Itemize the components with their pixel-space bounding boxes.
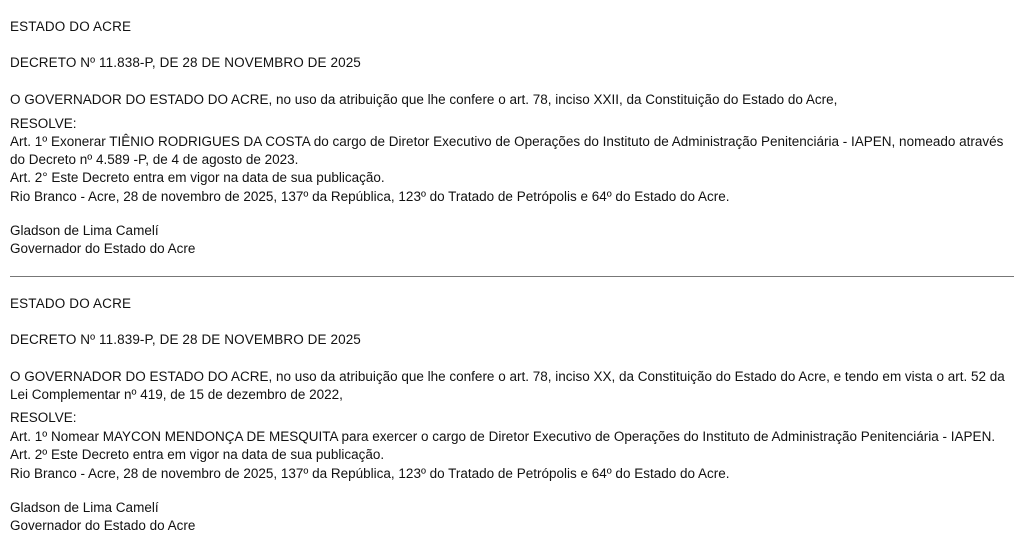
decree-preamble: O GOVERNADOR DO ESTADO DO ACRE, no uso da atribuição que lhe confere o art. 78, inciso XX, da Constituição do Estado do Acre, e tendo em vista o art. 52 da Lei Complementar nº 419, de 15 de dezembro de 2022, (10, 368, 1014, 403)
signer-name: Gladson de Lima Camelí (10, 222, 1014, 240)
decree-title: DECRETO Nº 11.839-P, DE 28 DE NOVEMBRO DE 2025 (10, 331, 1014, 348)
decree-resolve-label: RESOLVE: (10, 115, 1014, 133)
signer-name: Gladson de Lima Camelí (10, 499, 1014, 517)
decree-article-2: Art. 2° Este Decreto entra em vigor na data de sua publicação. (10, 169, 1014, 187)
decree-place-date: Rio Branco - Acre, 28 de novembro de 2025, 137º da República, 123º do Tratado de Petrópolis e 64º do Estado do Acre. (10, 188, 1014, 206)
issuing-authority: ESTADO DO ACRE (10, 18, 1014, 35)
decree-article-2: Art. 2º Este Decreto entra em vigor na data de sua publicação. (10, 446, 1014, 464)
decree-title: DECRETO Nº 11.838-P, DE 28 DE NOVEMBRO DE 2025 (10, 54, 1014, 71)
decree-preamble: O GOVERNADOR DO ESTADO DO ACRE, no uso da atribuição que lhe confere o art. 78, inciso XXII, da Constituição do Estado do Acre, (10, 91, 1014, 109)
decree-block-1 (10, 18, 1014, 257)
decree-resolve-label: RESOLVE: (10, 409, 1014, 427)
signature-block (10, 222, 1014, 257)
issuing-authority: ESTADO DO ACRE (10, 295, 1014, 312)
signature-block (10, 499, 1014, 534)
decree-article-1: Art. 1º Exonerar TIÊNIO RODRIGUES DA COSTA do cargo de Diretor Executivo de Operações do Instituto de Administração Penitenciária - IAPEN, nomeado através do Decreto nº 4.589 -P, de 4 de agosto de 2023. (10, 133, 1014, 168)
decree-place-date: Rio Branco - Acre, 28 de novembro de 2025, 137º da República, 123º do Tratado de Petrópolis e 64º do Estado do Acre. (10, 465, 1014, 483)
section-divider (10, 276, 1014, 277)
signer-title: Governador do Estado do Acre (10, 240, 1014, 258)
decree-article-1: Art. 1º Nomear MAYCON MENDONÇA DE MESQUITA para exercer o cargo de Diretor Executivo de Operações do Instituto de Administração Penitenciária - IAPEN. (10, 428, 1014, 446)
signer-title: Governador do Estado do Acre (10, 517, 1014, 534)
decree-block-2 (10, 295, 1014, 534)
